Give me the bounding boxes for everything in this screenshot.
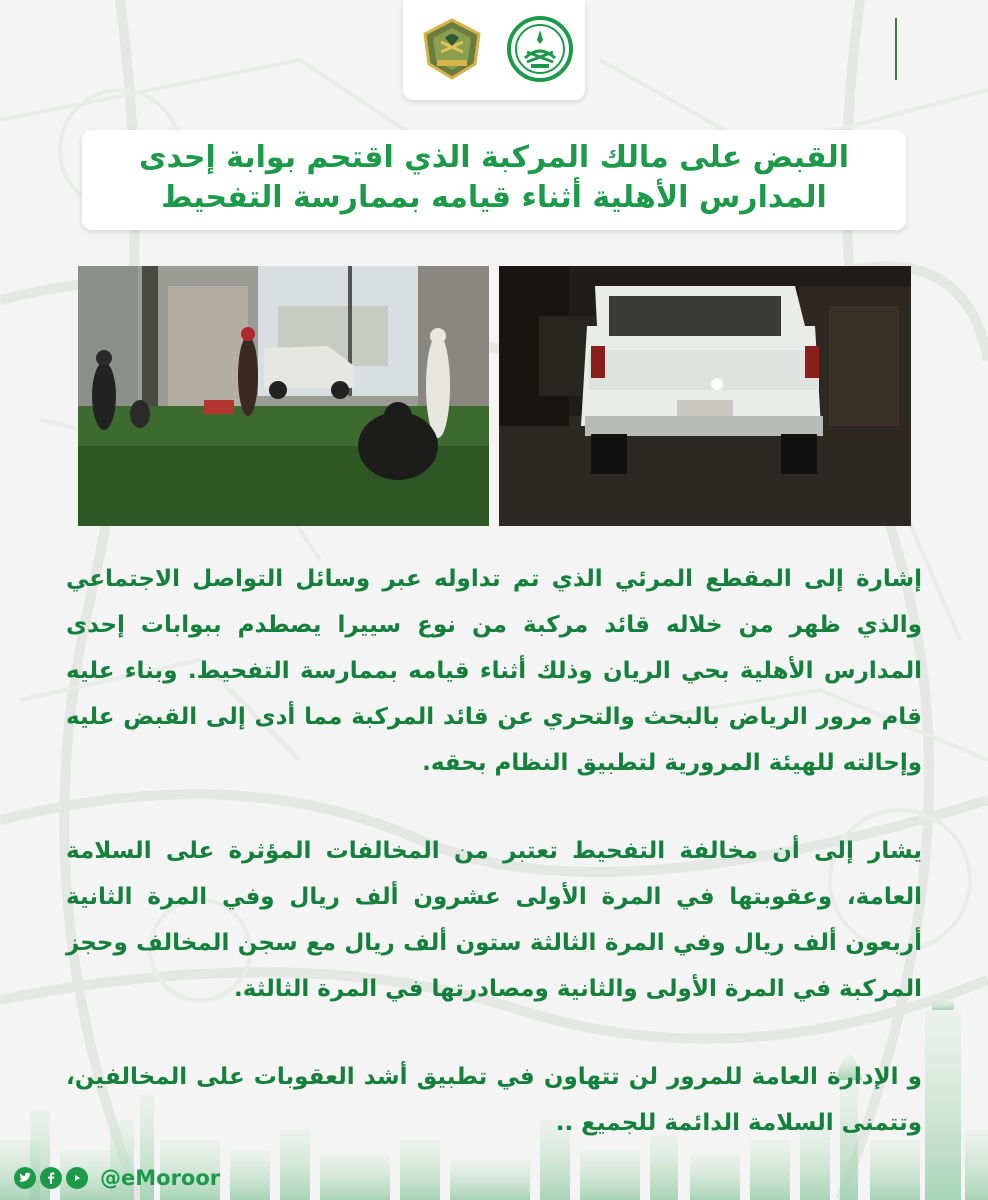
facebook-icon[interactable] [40,1167,62,1189]
social-links [14,1162,220,1194]
photo-pickup-truck [499,266,911,526]
twitter-icon[interactable] [14,1167,36,1189]
ministry-emblem [505,14,575,84]
paragraph-penalties: يشار إلى أن مخالفة التفحيط تعتبر من المخالفات المؤثرة على السلامة العامة، وعقوبتها في المرة الأولى عشرون ألف ريال وفي المرة الثانية أربعون ألف ريال وفي المرة الثالثة ستون ألف ريال مع سجن المخالف وحجز المركبة في المرة الأولى والثانية ومصادرتها في المرة الثالثة. [66,838,922,1002]
logo-panel [403,0,585,100]
social-handle[interactable]: @eMoroor [100,1166,221,1190]
headline-line-2: المدارس الأهلية أثناء قيامه بممارسة التفحيط [161,180,827,215]
article-body [66,556,922,1188]
youtube-icon[interactable] [66,1167,88,1189]
headline-line-1: القبض على مالك المركبة الذي اقتحم بوابة إحدى [139,140,849,175]
photo-schoolyard [78,266,489,526]
paragraph-closing: و الإدارة العامة للمرور لن تتهاون في تطبيق أشد العقوبات على المخالفين، وتتمنى السلامة الدائمة للجميع .. [66,1064,922,1136]
traffic-police-emblem [419,16,485,82]
paragraph-incident: إشارة إلى المقطع المرئي الذي تم تداوله عبر وسائل التواصل الاجتماعي والذي ظهر من خلاله قائد مركبة من نوع سييرا يصطدم ببوابات إحدى المدارس الأهلية بحي الريان وذلك أثناء قيامه بممارسة التفحيط. وبناء عليه قام مرور الرياض بالبحث والتحري عن قائد المركبة مما أدى إلى القبض عليه وإحالته للهيئة المرورية لتطبيق النظام بحقه. [66,566,922,776]
headline-panel [82,130,906,230]
logo-divider [895,18,897,80]
